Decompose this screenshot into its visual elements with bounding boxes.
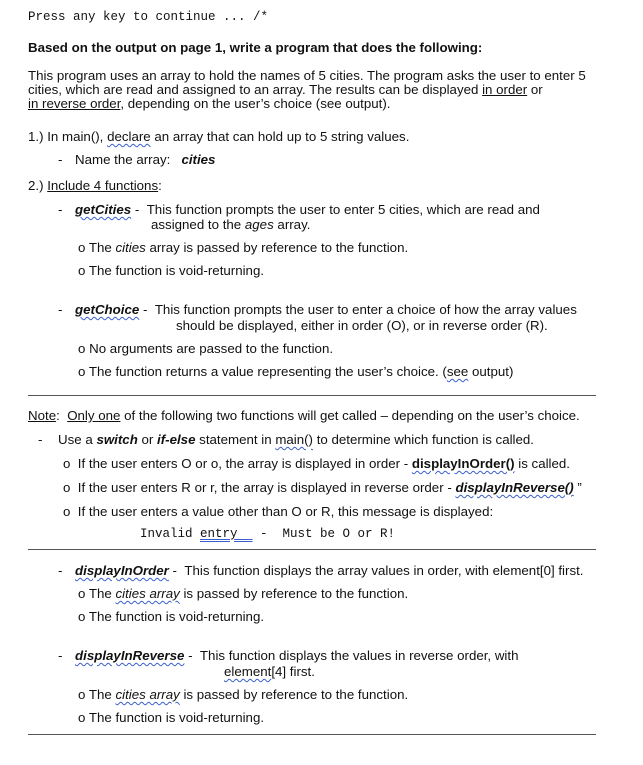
get-cities-sub-1: o The cities array is passed by reference to the function. bbox=[78, 240, 409, 255]
get-choice-sub-2: o The function returns a value representing the user’s choice. (see output) bbox=[78, 364, 514, 379]
get-cities-desc: getCities - This function prompts the user to enter 5 cities, which are read and bbox=[75, 202, 540, 217]
step-2: 2.) Include 4 functions: bbox=[28, 178, 162, 193]
page-heading: Based on the output on page 1, write a program that does the following: bbox=[28, 40, 483, 55]
bullet-dash: - bbox=[38, 432, 43, 447]
display-in-reverse-desc-2: element[4] first. bbox=[224, 664, 315, 679]
display-in-order-sub-2: o The function is void-returning. bbox=[78, 609, 265, 624]
get-choice-desc-2: should be displayed, either in order (O), or in reverse order (R). bbox=[176, 318, 548, 333]
bullet-dash: - bbox=[58, 648, 63, 663]
get-cities-desc-2: assigned to the ages array. bbox=[151, 217, 311, 232]
intro-line-3: in reverse order, depending on the user’s choice (see output). bbox=[28, 96, 391, 111]
divider bbox=[28, 395, 596, 396]
option-r-line: o If the user enters R or r, the array is displayed in reverse order - displayInReverse() ” bbox=[63, 480, 582, 495]
bullet-dash: - bbox=[58, 202, 63, 217]
note-line: Note: Only one of the following two functions will get called – depending on the user’s choice. bbox=[28, 408, 580, 423]
option-o-line: o If the user enters O or o, the array is displayed in order - displayInOrder() is called. bbox=[63, 456, 570, 471]
display-in-reverse-desc: displayInReverse - This function displays the values in reverse order, with bbox=[75, 648, 519, 663]
get-cities-sub-2: o The function is void-returning. bbox=[78, 263, 265, 278]
option-invalid-line: o If the user enters a value other than O or R, this message is displayed: bbox=[63, 504, 494, 519]
display-in-reverse-sub-2: o The function is void-returning. bbox=[78, 710, 265, 725]
intro-line-1: This program uses an array to hold the names of 5 cities. The program asks the user to enter 5 bbox=[28, 68, 586, 83]
step-1: 1.) In main(), declare an array that can hold up to 5 string values. bbox=[28, 129, 410, 144]
intro-line-2: cities, which are read and assigned to an array. The results can be displayed in order or bbox=[28, 82, 543, 97]
divider bbox=[28, 734, 596, 735]
bullet-dash: - bbox=[58, 563, 63, 578]
display-in-order-desc: displayInOrder - This function displays the array values in order, with element[0] first. bbox=[75, 563, 584, 578]
switch-line: Use a switch or if-else statement in main() to determine which function is called. bbox=[58, 432, 534, 447]
invalid-message: Invalid entry - Must be O or R! bbox=[140, 527, 396, 541]
bullet-dash: - bbox=[58, 302, 63, 317]
array-name-line: Name the array: cities bbox=[75, 152, 216, 167]
get-choice-desc: getChoice - This function prompts the user to enter a choice of how the array values bbox=[75, 302, 577, 317]
bullet-dash: - bbox=[58, 152, 63, 167]
display-in-reverse-sub-1: o The cities array is passed by reference to the function. bbox=[78, 687, 409, 702]
divider bbox=[28, 549, 596, 550]
display-in-order-sub-1: o The cities array is passed by reference to the function. bbox=[78, 586, 409, 601]
get-choice-sub-1: o No arguments are passed to the function. bbox=[78, 341, 334, 356]
console-line: Press any key to continue ... /* bbox=[28, 10, 269, 24]
